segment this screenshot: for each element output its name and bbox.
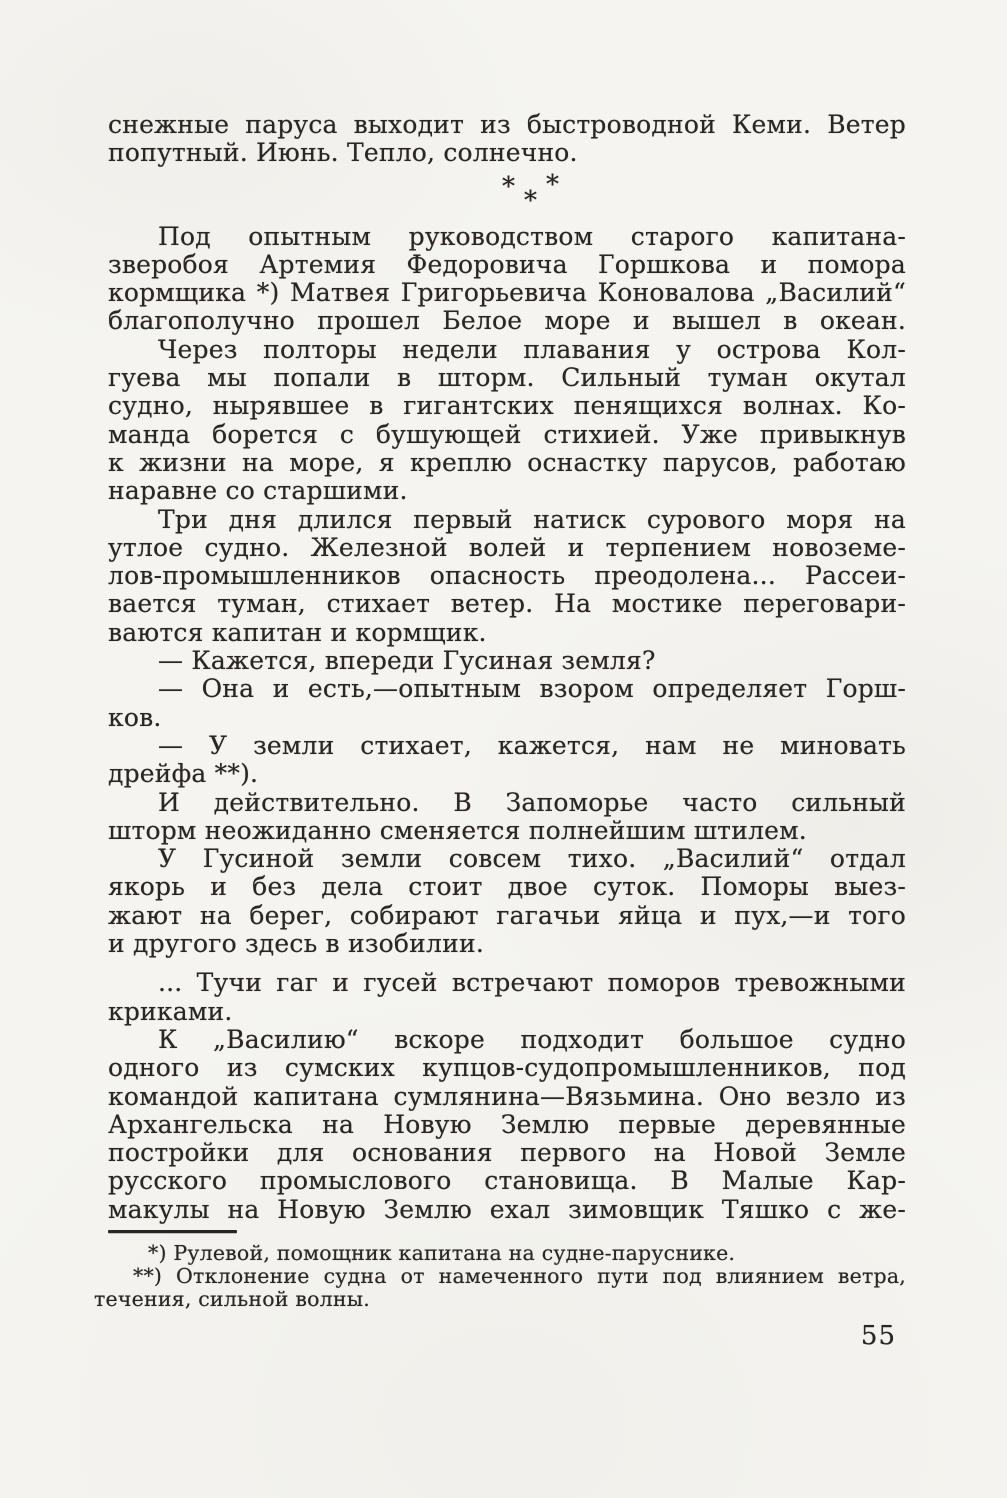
- text-line: И действительно. В Запоморье часто сильный: [158, 787, 906, 817]
- text-line: командой капитана сумлянина—Вязьмина. Оно везло из: [108, 1081, 906, 1111]
- text-line: — У земли стихает, кажется, нам не миновать: [158, 730, 906, 760]
- text-line: постройки для основания первого на Новой Земле: [108, 1138, 906, 1168]
- text-line: К „Василию“ вскоре подходит большое судно: [158, 1024, 906, 1054]
- text-line: лов-промышленников опасность преодолена... Рассеи-: [108, 561, 906, 591]
- text-line: снежные паруса выходит из быстроводной Кеми. Ветер: [108, 110, 906, 139]
- text-line: кормщика *) Матвея Григорьевича Коновалова „Василий“: [108, 278, 906, 308]
- body-text: [108, 223, 906, 1224]
- footnote-line: **) Отклонение судна от намеченного пути под влиянием ветра,: [133, 1264, 906, 1289]
- asterisk-icon: *: [546, 169, 559, 200]
- text-line: наравне со старшими.: [108, 476, 408, 506]
- text-line: вается туман, стихает ветер. На мостике переговари-: [108, 589, 906, 619]
- text-line: судно, нырявшее в гигантских пенящихся волнах. Ко-: [108, 391, 906, 421]
- text-line: криками.: [108, 996, 233, 1026]
- text-line: якорь и без дела стоит двое суток. Поморы выез-: [108, 872, 906, 902]
- footnotes: [94, 1242, 906, 1312]
- text-line: благополучно прошел Белое море и вышел в океан.: [108, 306, 906, 336]
- text-line: — Кажется, впереди Гусиная земля?: [158, 646, 656, 676]
- text-line: и другого здесь в изобилии.: [108, 929, 484, 959]
- text-line: Под опытным руководством старого капитана-: [158, 221, 906, 251]
- text-line: дрейфа **).: [108, 759, 259, 789]
- text-line: ... Тучи гаг и гусей встречают поморов тревожными: [158, 968, 906, 998]
- text-line: к жизни на море, я креплю оснастку парусов, работаю: [108, 447, 906, 477]
- text-line: гуева мы попали в шторм. Сильный туман окутал: [108, 363, 906, 393]
- text-line: макулы на Новую Землю ехал зимовщик Тяшко с же-: [108, 1194, 906, 1224]
- page-number: 55: [860, 1320, 896, 1351]
- text-line: У Гусиной земли совсем тихо. „Василий“ отдал: [158, 844, 906, 874]
- text-column: [94, 110, 906, 1351]
- text-line: утлое судно. Железной волей и терпением новоземе-: [108, 532, 906, 562]
- text-line: одного из сумских купцов-судопромышленников, под: [108, 1053, 906, 1083]
- footnote-divider: [108, 1230, 237, 1233]
- asterisk-icon: *: [502, 171, 515, 202]
- text-line: Архангельска на Новую Землю первые деревянные: [108, 1109, 906, 1139]
- footnote-line: течения, сильной волны.: [94, 1287, 370, 1312]
- intro-paragraph: [108, 111, 906, 168]
- text-line: — Она и есть,—опытным взором определяет Горш-: [158, 674, 906, 704]
- text-line: манда борется с бушующей стихией. Уже привыкнув: [108, 419, 906, 449]
- text-line: шторм неожиданно сменяется полнейшим штилем.: [108, 815, 807, 845]
- text-line: русского промыслового становища. В Малые Кар-: [108, 1166, 906, 1196]
- text-line: ков.: [108, 702, 162, 732]
- text-line: зверобоя Артемия Федоровича Горшкова и помора: [108, 249, 906, 279]
- section-separator: [108, 169, 906, 216]
- text-line: жают на берег, собирают гагачьи яйца и пух,—и того: [108, 900, 906, 930]
- footnote-line: *) Рулевой, помощник капитана на судне-паруснике.: [148, 1240, 736, 1265]
- text-line: попутный. Июнь. Тепло, солнечно.: [108, 138, 578, 168]
- text-line: Три дня длился первый натиск сурового моря на: [158, 504, 906, 534]
- text-line: ваются капитан и кормщик.: [108, 617, 487, 647]
- asterisk-icon: *: [524, 185, 537, 216]
- text-line: Через полторы недели плавания у острова Кол-: [158, 334, 906, 364]
